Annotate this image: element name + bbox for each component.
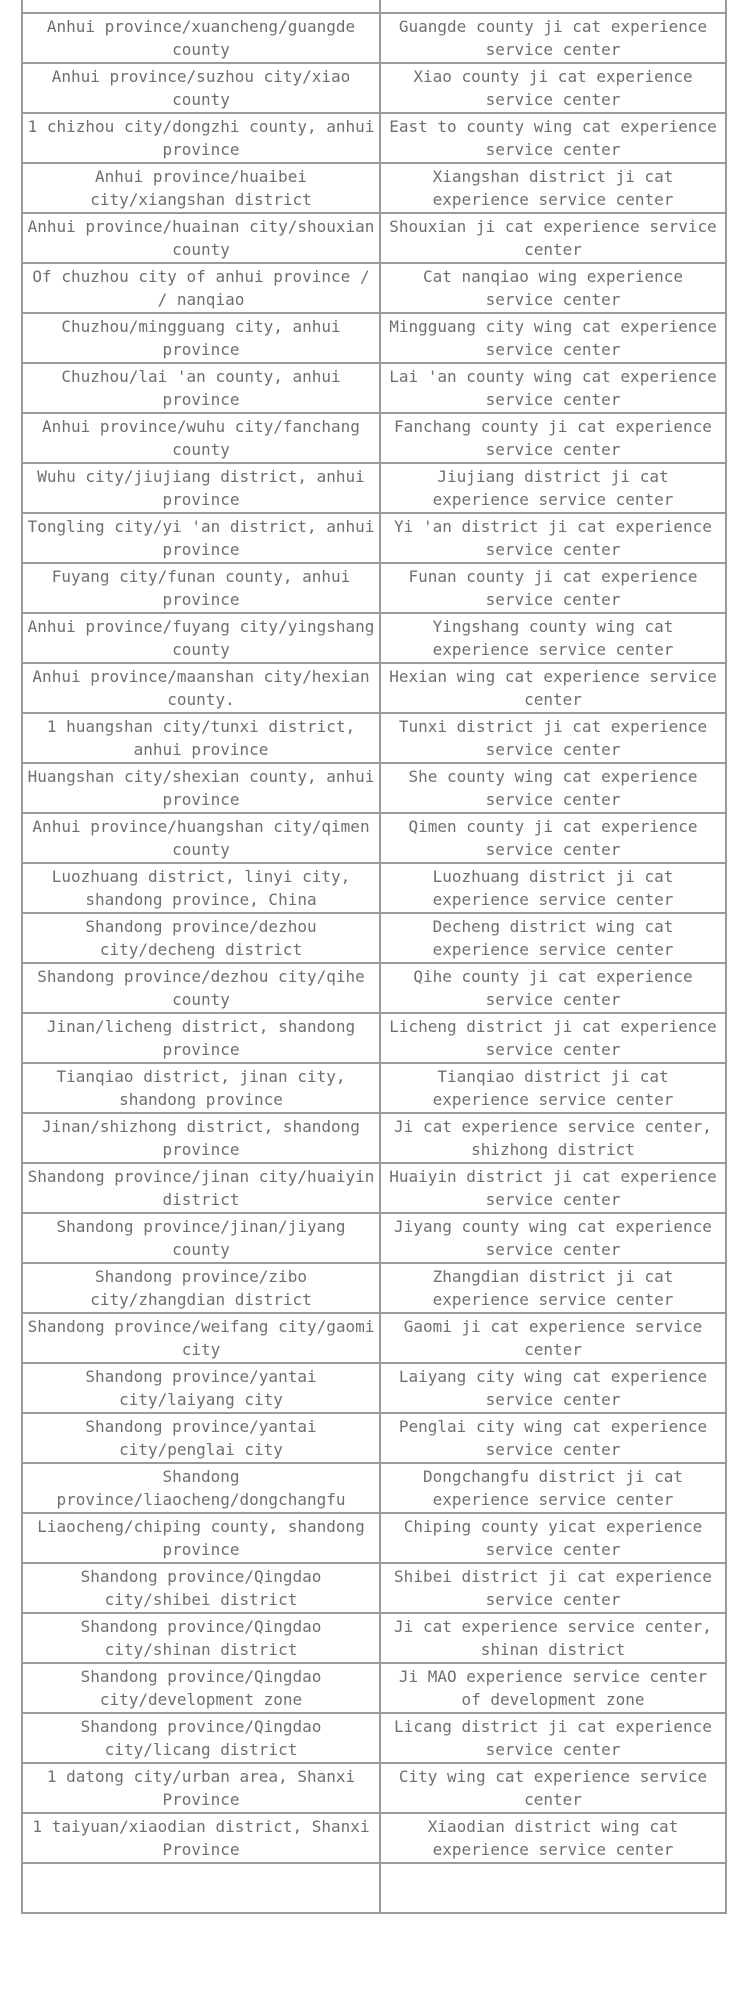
- region-cell: Anhui province/wuhu city/fanchang county: [22, 413, 380, 463]
- region-cell: [22, 1863, 380, 1913]
- service-center-cell: Xiaodian district wing cat experience service center: [380, 1813, 726, 1863]
- service-center-cell: Ji cat experience service center, shinan district: [380, 1613, 726, 1663]
- region-cell: Anhui province/fuyang city/yingshang county: [22, 613, 380, 663]
- table-row: [22, 0, 726, 13]
- service-center-cell: Decheng district wing cat experience service center: [380, 913, 726, 963]
- table-row: [22, 263, 726, 313]
- region-cell: Shandong province/dezhou city/decheng district: [22, 913, 380, 963]
- region-cell: Shandong province/jinan city/huaiyin district: [22, 1163, 380, 1213]
- service-center-cell: Yingshang county wing cat experience service center: [380, 613, 726, 663]
- table-row: [22, 613, 726, 663]
- table-row: [22, 1513, 726, 1563]
- service-center-cell: Jiujiang district ji cat experience service center: [380, 463, 726, 513]
- region-cell: Anhui province/maanshan city/hexian county.: [22, 663, 380, 713]
- table-row: [22, 13, 726, 63]
- region-cell: Shandong province/zibo city/zhangdian district: [22, 1263, 380, 1313]
- region-cell: Anhui province/huangshan city/qimen county: [22, 813, 380, 863]
- table-row: [22, 213, 726, 263]
- service-center-cell: Zhangdian district ji cat experience service center: [380, 1263, 726, 1313]
- service-center-cell: Penglai city wing cat experience service center: [380, 1413, 726, 1463]
- region-cell: Luozhuang district, linyi city, shandong province, China: [22, 863, 380, 913]
- service-center-cell: Luozhuang district ji cat experience service center: [380, 863, 726, 913]
- service-center-cell: Xiao county ji cat experience service center: [380, 63, 726, 113]
- service-center-cell: Tunxi district ji cat experience service center: [380, 713, 726, 763]
- service-center-cell: Xiangshan district ji cat experience service center: [380, 163, 726, 213]
- table-row: [22, 413, 726, 463]
- region-cell: Shandong province/yantai city/penglai city: [22, 1413, 380, 1463]
- service-center-cell: Cat nanqiao wing experience service center: [380, 263, 726, 313]
- service-center-table: [21, 0, 727, 1914]
- service-center-cell: Jiyang county wing cat experience service center: [380, 1213, 726, 1263]
- table-row: [22, 1663, 726, 1713]
- table-row: [22, 913, 726, 963]
- region-cell: 1 chizhou city/dongzhi county, anhui province: [22, 113, 380, 163]
- service-center-cell: Licang district ji cat experience service center: [380, 1713, 726, 1763]
- service-center-cell: Licheng district ji cat experience service center: [380, 1013, 726, 1063]
- service-center-cell: Ji MAO experience service center of development zone: [380, 1663, 726, 1713]
- table-row: [22, 563, 726, 613]
- table-row: [22, 513, 726, 563]
- table-row: [22, 1363, 726, 1413]
- region-cell: Huangshan city/shexian county, anhui province: [22, 763, 380, 813]
- service-center-table-container: [21, 0, 725, 1914]
- region-cell: Chuzhou/lai 'an county, anhui province: [22, 363, 380, 413]
- region-cell: Shandong province/Qingdao city/shinan district: [22, 1613, 380, 1663]
- table-row: [22, 163, 726, 213]
- service-center-cell: [380, 1863, 726, 1913]
- service-center-cell: East to county wing cat experience service center: [380, 113, 726, 163]
- region-cell: Shandong province/liaocheng/dongchangfu: [22, 1463, 380, 1513]
- service-center-cell: Chiping county yicat experience service center: [380, 1513, 726, 1563]
- region-cell: Jinan/licheng district, shandong province: [22, 1013, 380, 1063]
- region-cell: Liaocheng/chiping county, shandong province: [22, 1513, 380, 1563]
- table-row: [22, 1263, 726, 1313]
- table-row: [22, 1763, 726, 1813]
- table-row: [22, 363, 726, 413]
- service-center-cell: Ji cat experience service center, shizhong district: [380, 1113, 726, 1163]
- region-cell: Anhui province/xuancheng/guangde county: [22, 13, 380, 63]
- service-center-cell: Shibei district ji cat experience service center: [380, 1563, 726, 1613]
- service-center-cell: Yi 'an district ji cat experience service center: [380, 513, 726, 563]
- table-row: [22, 1613, 726, 1663]
- region-cell: Anhui province/huaibei city/xiangshan district: [22, 163, 380, 213]
- service-center-cell: Hexian wing cat experience service center: [380, 663, 726, 713]
- table-row: [22, 463, 726, 513]
- service-center-cell: Huaiyin district ji cat experience service center: [380, 1163, 726, 1213]
- region-cell: 1 huangshan city/tunxi district, anhui province: [22, 713, 380, 763]
- region-cell: Fuyang city/funan county, anhui province: [22, 563, 380, 613]
- table-row: [22, 1163, 726, 1213]
- service-center-cell: Mingguang city wing cat experience service center: [380, 313, 726, 363]
- region-cell: 1 datong city/urban area, Shanxi Province: [22, 1763, 380, 1813]
- table-row: [22, 313, 726, 363]
- table-row: [22, 1213, 726, 1263]
- table-row: [22, 963, 726, 1013]
- service-center-cell: Qihe county ji cat experience service center: [380, 963, 726, 1013]
- service-center-cell: Gaomi ji cat experience service center: [380, 1313, 726, 1363]
- table-row: [22, 1563, 726, 1613]
- service-center-cell: Dongchangfu district ji cat experience service center: [380, 1463, 726, 1513]
- region-cell: Shandong province/jinan/jiyang county: [22, 1213, 380, 1263]
- region-cell: Shandong province/Qingdao city/licang district: [22, 1713, 380, 1763]
- table-row: [22, 713, 726, 763]
- region-cell: Shandong province/weifang city/gaomi city: [22, 1313, 380, 1363]
- region-cell: Tianqiao district, jinan city, shandong province: [22, 1063, 380, 1113]
- table-body: [22, 0, 726, 1913]
- service-center-cell: She county wing cat experience service center: [380, 763, 726, 813]
- region-cell: Shandong province/dezhou city/qihe county: [22, 963, 380, 1013]
- region-cell: Chuzhou/mingguang city, anhui province: [22, 313, 380, 363]
- table-row: [22, 1113, 726, 1163]
- table-row: [22, 113, 726, 163]
- region-cell: Tongling city/yi 'an district, anhui province: [22, 513, 380, 563]
- service-center-cell: Lai 'an county wing cat experience service center: [380, 363, 726, 413]
- region-cell: Shandong province/Qingdao city/development zone: [22, 1663, 380, 1713]
- table-row: [22, 1463, 726, 1513]
- region-cell: [22, 0, 380, 13]
- table-row: [22, 663, 726, 713]
- service-center-cell: Guangde county ji cat experience service center: [380, 13, 726, 63]
- region-cell: Shandong province/Qingdao city/shibei district: [22, 1563, 380, 1613]
- service-center-cell: Funan county ji cat experience service center: [380, 563, 726, 613]
- service-center-cell: Qimen county ji cat experience service center: [380, 813, 726, 863]
- table-row: [22, 63, 726, 113]
- table-row: [22, 763, 726, 813]
- table-row: [22, 1413, 726, 1463]
- region-cell: Of chuzhou city of anhui province / / nanqiao: [22, 263, 380, 313]
- table-row: [22, 1013, 726, 1063]
- table-row: [22, 813, 726, 863]
- service-center-cell: Tianqiao district ji cat experience service center: [380, 1063, 726, 1113]
- service-center-cell: City wing cat experience service center: [380, 1763, 726, 1813]
- region-cell: Anhui province/huainan city/shouxian county: [22, 213, 380, 263]
- region-cell: 1 taiyuan/xiaodian district, Shanxi Province: [22, 1813, 380, 1863]
- service-center-cell: Laiyang city wing cat experience service center: [380, 1363, 726, 1413]
- region-cell: Anhui province/suzhou city/xiao county: [22, 63, 380, 113]
- table-row: [22, 1063, 726, 1113]
- region-cell: Jinan/shizhong district, shandong province: [22, 1113, 380, 1163]
- region-cell: Wuhu city/jiujiang district, anhui province: [22, 463, 380, 513]
- service-center-cell: [380, 0, 726, 13]
- table-row: [22, 1813, 726, 1863]
- table-row: [22, 1313, 726, 1363]
- table-row: [22, 1863, 726, 1913]
- table-row: [22, 1713, 726, 1763]
- service-center-cell: Shouxian ji cat experience service center: [380, 213, 726, 263]
- service-center-cell: Fanchang county ji cat experience service center: [380, 413, 726, 463]
- region-cell: Shandong province/yantai city/laiyang city: [22, 1363, 380, 1413]
- table-row: [22, 863, 726, 913]
